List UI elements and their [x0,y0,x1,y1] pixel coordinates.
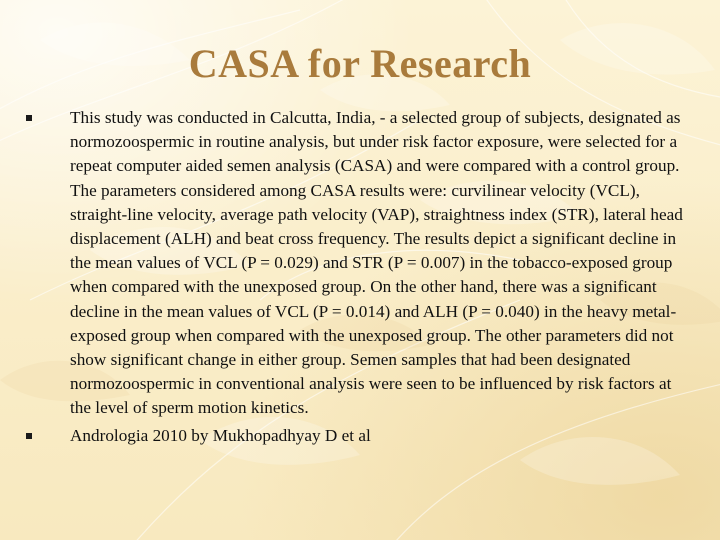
square-bullet-icon [26,115,32,121]
square-bullet-icon [26,433,32,439]
bullet-text: Andrologia 2010 by Mukhopadhyay D et al [70,425,371,445]
slide-title: CASA for Research [188,41,532,86]
bullet-item-citation [26,424,686,448]
bullet-item-study-summary [26,106,686,421]
bullet-text: This study was conducted in Calcutta, India, - a selected group of subjects, designated as normozoospermic in routine analysis, but under risk factor exposure, were selected for a repeat computer aided semen analysis (CASA) and were compared with a control group. The parameters considered among CASA results were: curvilinear velocity (VCL), straight-line velocity, average path velocity (VAP), straightness index (STR), lateral head displacement (ALH) and beat cross frequency. The results depict a significant decline in the mean values of VCL (P = 0.029) and STR (P = 0.007) in the tobacco-exposed group when compared with the unexposed group. On the other hand, there was a significant decline in the mean values of VCL (P = 0.014) and ALH (P = 0.040) in the heavy metal-exposed group when compared with the unexposed group. The other parameters did not show significant change in either group. Semen samples that had been designated normozoospermic in conventional analysis were seen to be influenced by risk factors at the level of sperm motion kinetics. [70,108,683,418]
bullet-list [26,106,686,448]
